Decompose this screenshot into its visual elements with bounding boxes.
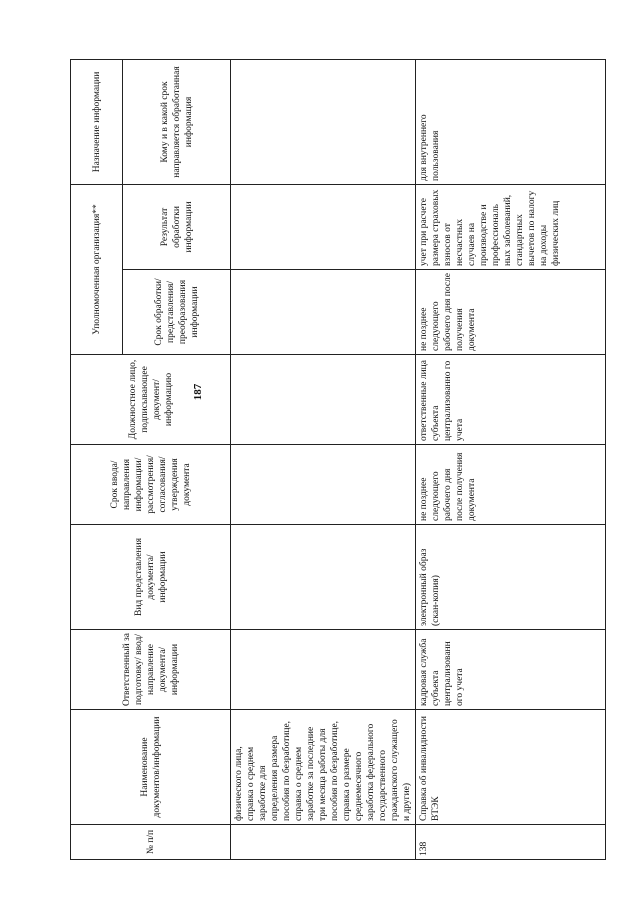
rotated-table-container — [70, 60, 600, 860]
cell-name: Справка об инвалидности ВТЭК — [416, 710, 606, 825]
cell-auth-deadline: не позднее следующего рабочего дня после получения документа — [416, 270, 606, 355]
cell-auth-result — [231, 184, 416, 269]
cell-num — [231, 825, 416, 860]
header-deadline-input: Срок ввода/ направления информации/ рассмотрения/ согласования/ утверждения документа — [71, 445, 231, 525]
cell-deadline-input: не позднее следующего рабочего дня после получения документа — [416, 445, 606, 525]
header-name: Наименование документов/информации — [71, 710, 231, 825]
header-view: Вид представления документа/ информации — [71, 525, 231, 630]
header-authorized-org: Уполномоченная организация** — [71, 184, 123, 354]
cell-responsible: кадровая служба субъекта централизованн ого учета — [416, 630, 606, 710]
cell-auth-result: учет при расчете размера страховых взносов от несчастных случаев на производстве и профессиональ ных заболеваний, стандартных вычетов по налогу на доходы физических лиц — [416, 184, 606, 269]
cell-purpose-to — [231, 59, 416, 184]
cell-deadline-input — [231, 445, 416, 525]
header-auth-result: Результат обработки информации — [123, 184, 231, 269]
cell-name: физического лица, справка о среднем заработке для определения размера пособия по безработице, справка о среднем заработке за последние три месяца работы для пособия по безработице, справка о размере среднемесячного заработка федерального государственного гражданского служащего и другие) — [231, 710, 416, 825]
header-official: Должностное лицо, подписывающее документ/ информацию — [71, 355, 231, 445]
header-auth-deadline: Срок обработки/ представления/ преобразования информации — [123, 270, 231, 355]
header-num: № п/п — [71, 825, 231, 860]
header-purpose: Назначение информации — [71, 59, 123, 184]
cell-view — [231, 525, 416, 630]
rotated-table-area — [70, 60, 600, 860]
cell-auth-deadline — [231, 270, 416, 355]
header-purpose-to: Кому и в какой срок направляется обработанная информация — [123, 59, 231, 184]
table-row — [231, 59, 416, 859]
cell-official — [231, 355, 416, 445]
header-responsible: Ответственный за подготовку/ ввод/ направление документа/ информации — [71, 630, 231, 710]
cell-responsible — [231, 630, 416, 710]
cell-view: электронный образ (скан-копия) — [416, 525, 606, 630]
header-row-top — [71, 59, 123, 859]
cell-official: ответственные лица субъекта централизованно го учета — [416, 355, 606, 445]
table-row — [416, 59, 606, 859]
page-number: 187 — [192, 383, 204, 401]
cell-purpose-to: для внутреннего пользования — [416, 59, 606, 184]
cell-num: 138 — [416, 825, 606, 860]
document-table — [70, 59, 606, 860]
